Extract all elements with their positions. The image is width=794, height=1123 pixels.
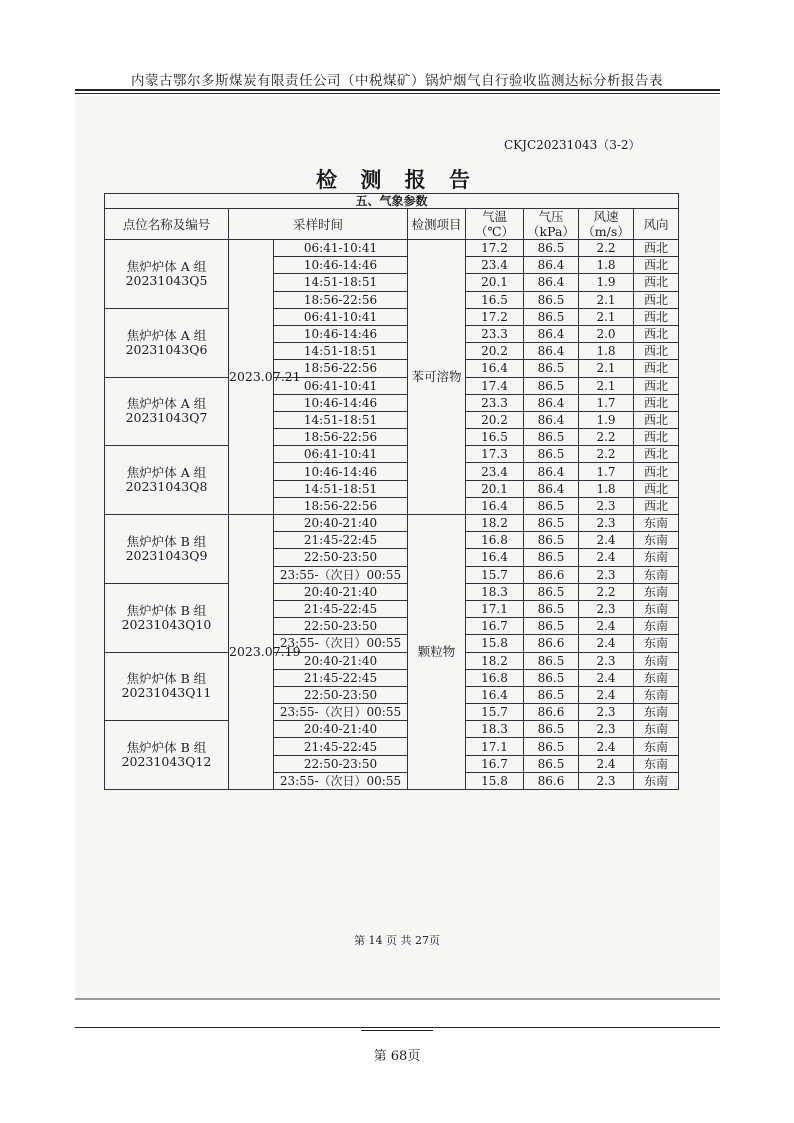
temperature-cell: 16.7: [466, 618, 524, 635]
sampling-time-cell: 21:45-22:45: [274, 669, 408, 686]
temperature-cell: 17.1: [466, 738, 524, 755]
sampling-time-cell: 23:55-（次日）00:55: [274, 566, 408, 583]
wind-speed-cell: 2.4: [579, 755, 634, 772]
sampling-time-cell: 23:55-（次日）00:55: [274, 635, 408, 652]
pressure-cell: 86.5: [524, 308, 579, 325]
table-row: [105, 583, 679, 600]
wind-speed-cell: 2.4: [579, 686, 634, 703]
header-item: 检测项目: [408, 209, 466, 240]
wind-speed-cell: 2.4: [579, 618, 634, 635]
sampling-time-cell: 10:46-14:46: [274, 257, 408, 274]
test-item-cell: 颗粒物: [408, 515, 466, 790]
wind-direction-cell: 西北: [634, 257, 679, 274]
sampling-time-cell: 18:56-22:56: [274, 360, 408, 377]
pressure-cell: 86.4: [524, 480, 579, 497]
sampling-time-cell: 18:56-22:56: [274, 291, 408, 308]
wind-speed-cell: 1.7: [579, 394, 634, 411]
sampling-time-cell: 18:56-22:56: [274, 429, 408, 446]
footer-rule: [75, 1027, 720, 1028]
pressure-cell: 86.6: [524, 704, 579, 721]
wind-direction-cell: 西北: [634, 325, 679, 342]
pressure-cell: 86.5: [524, 721, 579, 738]
wind-direction-cell: 西北: [634, 291, 679, 308]
wind-speed-cell: 2.3: [579, 497, 634, 514]
wind-speed-cell: 2.3: [579, 566, 634, 583]
wind-direction-cell: 东南: [634, 635, 679, 652]
temperature-cell: 15.8: [466, 772, 524, 789]
table-row: [105, 240, 679, 257]
point-name-cell: 焦炉炉体 B 组 20231043Q12: [105, 721, 229, 790]
pressure-cell: 86.4: [524, 394, 579, 411]
temperature-cell: 15.7: [466, 704, 524, 721]
temperature-cell: 16.7: [466, 755, 524, 772]
wind-direction-cell: 东南: [634, 566, 679, 583]
sampling-time-cell: 23:55-（次日）00:55: [274, 704, 408, 721]
sampling-time-cell: 20:40-21:40: [274, 515, 408, 532]
pressure-cell: 86.5: [524, 240, 579, 257]
temperature-cell: 17.2: [466, 240, 524, 257]
sampling-time-cell: 21:45-22:45: [274, 738, 408, 755]
pressure-cell: 86.5: [524, 515, 579, 532]
pressure-cell: 86.5: [524, 738, 579, 755]
pressure-cell: 86.5: [524, 291, 579, 308]
wind-speed-cell: 1.7: [579, 463, 634, 480]
header-row: [105, 209, 679, 240]
wind-direction-cell: 东南: [634, 652, 679, 669]
sampling-date-cell: 2023.07.19: [229, 515, 274, 790]
pressure-cell: 86.5: [524, 360, 579, 377]
temperature-cell: 17.1: [466, 600, 524, 617]
wind-direction-cell: 西北: [634, 497, 679, 514]
sampling-time-cell: 23:55-（次日）00:55: [274, 772, 408, 789]
pressure-cell: 86.4: [524, 463, 579, 480]
sampling-time-cell: 14:51-18:51: [274, 480, 408, 497]
footer-short-rule: [361, 1030, 433, 1031]
wind-speed-cell: 2.2: [579, 240, 634, 257]
wind-direction-cell: 西北: [634, 446, 679, 463]
temperature-cell: 20.1: [466, 480, 524, 497]
wind-direction-cell: 西北: [634, 274, 679, 291]
header-wind-speed: 风速（m/s）: [579, 209, 634, 240]
header-rule-thick: [75, 89, 720, 91]
sampling-time-cell: 20:40-21:40: [274, 583, 408, 600]
temperature-cell: 15.8: [466, 635, 524, 652]
inner-page-number: 第 14 页 共 27页: [354, 934, 440, 947]
wind-direction-cell: 东南: [634, 738, 679, 755]
pressure-cell: 86.5: [524, 618, 579, 635]
temperature-cell: 23.3: [466, 394, 524, 411]
document-header-title: 内蒙古鄂尔多斯煤炭有限责任公司（中税煤矿）锅炉烟气自行验收监测达标分析报告表: [131, 73, 663, 89]
table-row: [105, 377, 679, 394]
header-rule-thin: [75, 93, 720, 94]
header-wind-dir: 风向: [634, 209, 679, 240]
pressure-cell: 86.6: [524, 635, 579, 652]
temperature-cell: 16.8: [466, 532, 524, 549]
sampling-time-cell: 10:46-14:46: [274, 394, 408, 411]
test-item-cell: 苯可溶物: [408, 240, 466, 515]
pressure-cell: 86.5: [524, 600, 579, 617]
wind-speed-cell: 2.0: [579, 325, 634, 342]
wind-direction-cell: 西北: [634, 308, 679, 325]
table-row: [105, 652, 679, 669]
wind-speed-cell: 2.4: [579, 738, 634, 755]
point-name-cell: 焦炉炉体 A 组 20231043Q8: [105, 446, 229, 515]
table-row: [105, 721, 679, 738]
wind-speed-cell: 2.1: [579, 308, 634, 325]
table-row: [105, 446, 679, 463]
wind-speed-cell: 2.2: [579, 446, 634, 463]
wind-speed-cell: 2.4: [579, 635, 634, 652]
footer-page-number: 第 68页: [373, 1049, 421, 1064]
wind-direction-cell: 西北: [634, 394, 679, 411]
sampling-time-cell: 06:41-10:41: [274, 308, 408, 325]
sampling-time-cell: 21:45-22:45: [274, 532, 408, 549]
wind-speed-cell: 2.4: [579, 549, 634, 566]
temperature-cell: 20.2: [466, 411, 524, 428]
pressure-cell: 86.5: [524, 497, 579, 514]
wind-direction-cell: 东南: [634, 772, 679, 789]
wind-direction-cell: 西北: [634, 463, 679, 480]
sampling-date-cell: 2023.07.21: [229, 240, 274, 515]
table-row: [105, 515, 679, 532]
header-pressure: 气压（kPa）: [524, 209, 579, 240]
wind-speed-cell: 2.3: [579, 515, 634, 532]
sampling-time-cell: 06:41-10:41: [274, 446, 408, 463]
sampling-time-cell: 22:50-23:50: [274, 618, 408, 635]
pressure-cell: 86.5: [524, 583, 579, 600]
temperature-cell: 16.5: [466, 291, 524, 308]
pressure-cell: 86.4: [524, 257, 579, 274]
table-row: [105, 308, 679, 325]
wind-direction-cell: 东南: [634, 600, 679, 617]
wind-direction-cell: 西北: [634, 429, 679, 446]
wind-speed-cell: 2.2: [579, 583, 634, 600]
temperature-cell: 18.2: [466, 652, 524, 669]
wind-speed-cell: 1.8: [579, 257, 634, 274]
wind-speed-cell: 2.3: [579, 721, 634, 738]
wind-speed-cell: 1.8: [579, 480, 634, 497]
wind-speed-cell: 2.3: [579, 600, 634, 617]
sampling-time-cell: 21:45-22:45: [274, 600, 408, 617]
pressure-cell: 86.5: [524, 532, 579, 549]
wind-direction-cell: 东南: [634, 583, 679, 600]
wind-speed-cell: 2.3: [579, 652, 634, 669]
wind-speed-cell: 2.4: [579, 532, 634, 549]
sampling-time-cell: 10:46-14:46: [274, 463, 408, 480]
temperature-cell: 16.4: [466, 360, 524, 377]
pressure-cell: 86.5: [524, 446, 579, 463]
wind-speed-cell: 2.1: [579, 360, 634, 377]
temperature-cell: 23.3: [466, 325, 524, 342]
wind-speed-cell: 1.8: [579, 343, 634, 360]
point-name-cell: 焦炉炉体 B 组 20231043Q10: [105, 583, 229, 652]
wind-direction-cell: 西北: [634, 377, 679, 394]
wind-direction-cell: 西北: [634, 411, 679, 428]
header-temp: 气温（℃）: [466, 209, 524, 240]
point-name-cell: 焦炉炉体 B 组 20231043Q11: [105, 652, 229, 721]
section-title: 五、气象参数: [105, 194, 679, 209]
header-point: 点位名称及编号: [105, 209, 229, 240]
section-row: [105, 194, 679, 209]
weather-parameter-table: [104, 193, 679, 790]
temperature-cell: 23.4: [466, 257, 524, 274]
sampling-time-cell: 22:50-23:50: [274, 549, 408, 566]
wind-speed-cell: 2.1: [579, 377, 634, 394]
wind-speed-cell: 2.2: [579, 429, 634, 446]
temperature-cell: 20.2: [466, 343, 524, 360]
wind-direction-cell: 西北: [634, 480, 679, 497]
report-code: CKJC20231043（3-2）: [504, 138, 641, 152]
temperature-cell: 17.4: [466, 377, 524, 394]
sampling-time-cell: 20:40-21:40: [274, 721, 408, 738]
wind-direction-cell: 东南: [634, 686, 679, 703]
temperature-cell: 23.4: [466, 463, 524, 480]
wind-speed-cell: 1.9: [579, 411, 634, 428]
pressure-cell: 86.5: [524, 429, 579, 446]
point-name-cell: 焦炉炉体 B 组 20231043Q9: [105, 515, 229, 584]
pressure-cell: 86.4: [524, 343, 579, 360]
report-title: 检 测 报 告: [316, 167, 478, 192]
pressure-cell: 86.5: [524, 755, 579, 772]
wind-speed-cell: 2.3: [579, 704, 634, 721]
sampling-time-cell: 10:46-14:46: [274, 325, 408, 342]
temperature-cell: 16.4: [466, 549, 524, 566]
point-name-cell: 焦炉炉体 A 组 20231043Q5: [105, 240, 229, 309]
pressure-cell: 86.4: [524, 274, 579, 291]
pressure-cell: 86.4: [524, 325, 579, 342]
temperature-cell: 18.3: [466, 583, 524, 600]
pressure-cell: 86.5: [524, 652, 579, 669]
temperature-cell: 20.1: [466, 274, 524, 291]
sampling-time-cell: 18:56-22:56: [274, 497, 408, 514]
sampling-time-cell: 14:51-18:51: [274, 411, 408, 428]
temperature-cell: 17.2: [466, 308, 524, 325]
wind-direction-cell: 西北: [634, 240, 679, 257]
pressure-cell: 86.5: [524, 669, 579, 686]
sampling-time-cell: 06:41-10:41: [274, 240, 408, 257]
wind-direction-cell: 西北: [634, 360, 679, 377]
wind-direction-cell: 东南: [634, 721, 679, 738]
temperature-cell: 18.3: [466, 721, 524, 738]
sampling-time-cell: 20:40-21:40: [274, 652, 408, 669]
pressure-cell: 86.4: [524, 411, 579, 428]
wind-direction-cell: 东南: [634, 755, 679, 772]
wind-direction-cell: 东南: [634, 704, 679, 721]
temperature-cell: 16.8: [466, 669, 524, 686]
temperature-cell: 17.3: [466, 446, 524, 463]
wind-direction-cell: 东南: [634, 669, 679, 686]
pressure-cell: 86.6: [524, 772, 579, 789]
sampling-time-cell: 14:51-18:51: [274, 274, 408, 291]
header-time: 采样时间: [229, 209, 408, 240]
wind-speed-cell: 2.1: [579, 291, 634, 308]
temperature-cell: 15.7: [466, 566, 524, 583]
wind-direction-cell: 东南: [634, 549, 679, 566]
point-name-cell: 焦炉炉体 A 组 20231043Q6: [105, 308, 229, 377]
wind-speed-cell: 1.9: [579, 274, 634, 291]
wind-speed-cell: 2.4: [579, 669, 634, 686]
wind-direction-cell: 东南: [634, 515, 679, 532]
wind-direction-cell: 西北: [634, 343, 679, 360]
sampling-time-cell: 06:41-10:41: [274, 377, 408, 394]
temperature-cell: 16.4: [466, 686, 524, 703]
wind-direction-cell: 东南: [634, 618, 679, 635]
sampling-time-cell: 14:51-18:51: [274, 343, 408, 360]
pressure-cell: 86.5: [524, 377, 579, 394]
sampling-time-cell: 22:50-23:50: [274, 755, 408, 772]
pressure-cell: 86.5: [524, 686, 579, 703]
temperature-cell: 18.2: [466, 515, 524, 532]
pressure-cell: 86.6: [524, 566, 579, 583]
pressure-cell: 86.5: [524, 549, 579, 566]
point-name-cell: 焦炉炉体 A 组 20231043Q7: [105, 377, 229, 446]
temperature-cell: 16.5: [466, 429, 524, 446]
wind-direction-cell: 东南: [634, 532, 679, 549]
wind-speed-cell: 2.3: [579, 772, 634, 789]
temperature-cell: 16.4: [466, 497, 524, 514]
sampling-time-cell: 22:50-23:50: [274, 686, 408, 703]
